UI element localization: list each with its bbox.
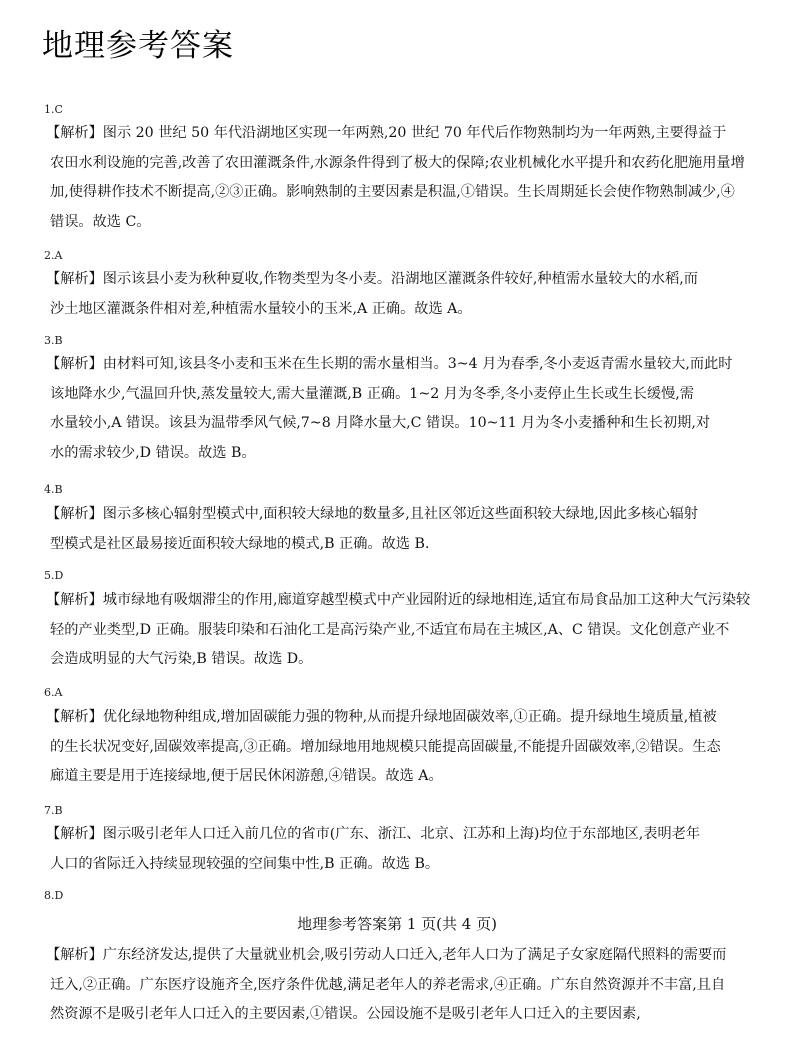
explanation: [46, 265, 776, 324]
answer-number: 6.A: [44, 686, 63, 699]
answer-number: 8.D: [44, 889, 64, 902]
explanation: [46, 703, 776, 792]
explanation-line: 【解析】城市绿地有吸烟滞尘的作用,廊道穿越型模式中产业园附近的绿地相连,适宜布局食品加工这种大气污染较: [46, 592, 751, 608]
explanation-line: 迁入,②正确。广东医疗设施齐全,医疗条件优越,满足老年人的养老需求,④正确。广东自然资源并不丰富,且自: [50, 976, 726, 993]
answer-number: 5.D: [44, 569, 64, 582]
answer-number: 2.A: [44, 249, 63, 262]
explanation-line: 【解析】由材料可知,该县冬小麦和玉米在生长期的需水量相当。3~4 月为春季,冬小麦返青需水量较大,而此时: [46, 356, 733, 372]
explanation-line: 型模式是社区最易接近面积较大绿地的模式,B 正确。故选 B.: [50, 535, 430, 552]
explanation: [46, 500, 776, 559]
explanation: [46, 586, 776, 675]
answer-number: 1.C: [44, 103, 63, 116]
explanation-line: 沙土地区灌溉条件相对差,种植需水量较小的玉米,A 正确。故选 A。: [50, 300, 472, 317]
explanation-line: 水的需求较少,D 错误。故选 B。: [50, 444, 256, 461]
explanation-line: 错误。故选 C。: [50, 213, 151, 230]
page-title: 地理参考答案: [42, 28, 234, 64]
explanation: [46, 350, 776, 468]
explanation: [46, 820, 776, 879]
explanation-line: 【解析】优化绿地物种组成,增加固碳能力强的物种,从而提升绿地固碳效率,①正确。提升绿地生境质量,植被: [46, 709, 717, 725]
explanation-line: 轻的产业类型,D 正确。服装印染和石油化工是高污染产业,不适宜布局在主城区,A、C 错误。文化创意产业不: [50, 621, 730, 638]
answer-number: 7.B: [44, 804, 63, 817]
explanation-line: 农田水利设施的完善,改善了农田灌溉条件,水源条件得到了极大的保障;农业机械化水平提升和农药化肥施用量增: [50, 154, 745, 171]
explanation-line: 水量较小,A 错误。该县为温带季风气候,7~8 月降水量大,C 错误。10~11 月为冬小麦播种和生长初期,对: [50, 415, 711, 431]
explanation: [46, 941, 776, 1030]
explanation-line: 廊道主要是用于连接绿地,便于居民休闲游憩,④错误。故选 A。: [50, 768, 443, 784]
explanation-line: 然资源不是吸引老年人口迁入的主要因素,①错误。公园设施不是吸引老年人口迁入的主要因素,: [50, 1006, 641, 1022]
explanation-line: 【解析】图示 20 世纪 50 年代沿湖地区实现一年两熟,20 世纪 70 年代后作物熟制均为一年两熟,主要得益于: [46, 125, 727, 141]
explanation-line: 【解析】图示吸引老年人口迁入前几位的省市(广东、浙江、北京、江苏和上海)均位于东部地区,表明老年: [46, 826, 701, 842]
answer-number: 3.B: [44, 334, 63, 347]
explanation-line: 会造成明显的大气污染,B 错误。故选 D。: [50, 651, 313, 667]
explanation-line: 加,使得耕作技术不断提高,②③正确。影响熟制的主要因素是积温,①错误。生长周期延长会使作物熟制减少,④: [50, 184, 735, 200]
answer-number: 4.B: [44, 483, 63, 496]
page-footer: 地理参考答案第 1 页(共 4 页): [297, 915, 497, 933]
explanation-line: 【解析】图示该县小麦为秋种夏收,作物类型为冬小麦。沿湖地区灌溉条件较好,种植需水量较大的水稻,而: [46, 271, 698, 287]
explanation: [46, 119, 776, 237]
explanation-line: 【解析】广东经济发达,提供了大量就业机会,吸引劳动人口迁入,老年人口为了满足子女家庭隔代照料的需要而: [46, 947, 727, 963]
explanation-line: 的生长状况变好,固碳效率提高,③正确。增加绿地用地规模只能提高固碳量,不能提升固碳效率,②错误。生态: [50, 738, 721, 755]
explanation-line: 【解析】图示多核心辐射型模式中,面积较大绿地的数量多,且社区邻近这些面积较大绿地,因此多核心辐射: [46, 506, 698, 522]
explanation-line: 该地降水少,气温回升快,蒸发量较大,需大量灌溉,B 正确。1~2 月为冬季,冬小麦停止生长或生长缓慢,需: [50, 385, 694, 402]
explanation-line: 人口的省际迁入持续显现较强的空间集中性,B 正确。故选 B。: [50, 855, 440, 872]
